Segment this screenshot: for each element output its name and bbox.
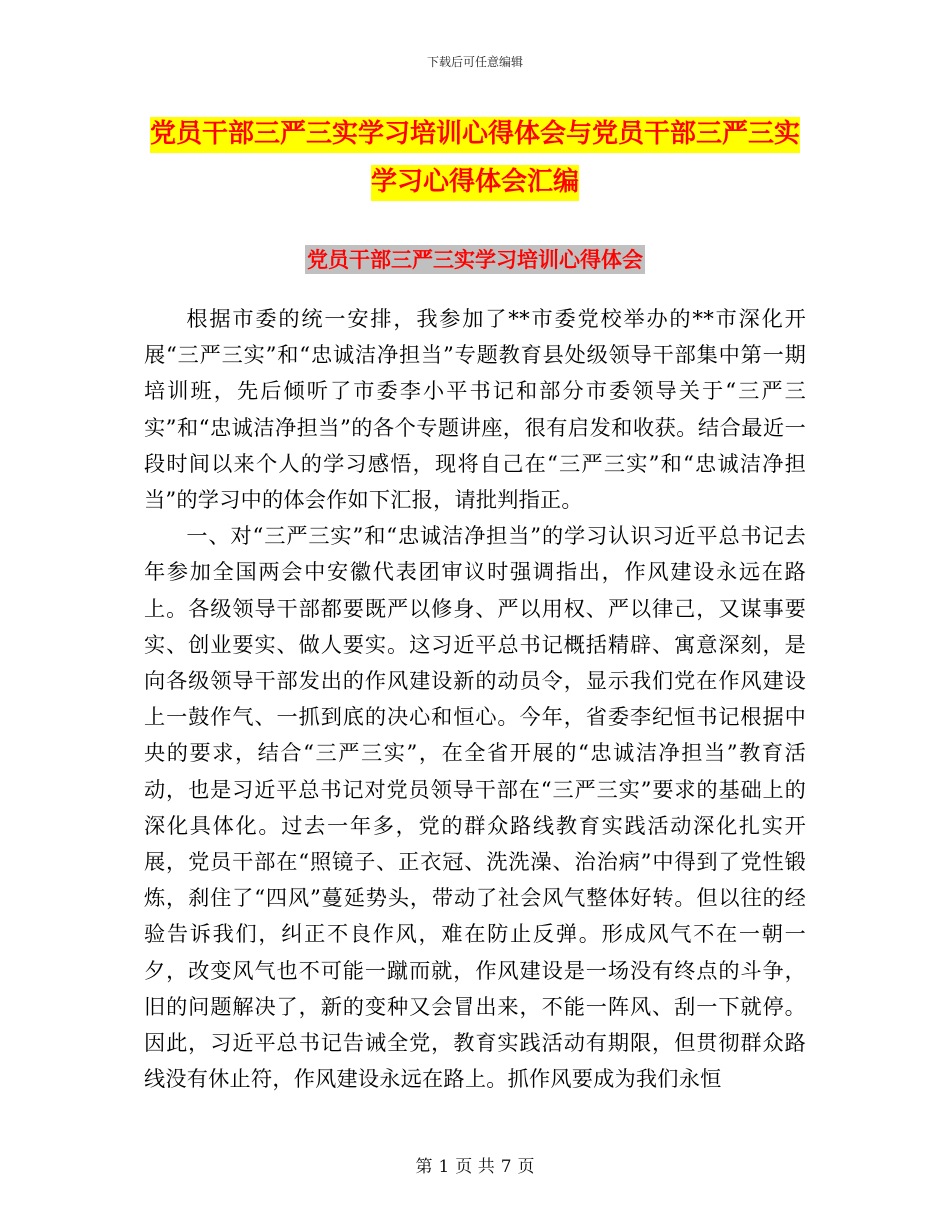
footer-page-current: 1 <box>438 1157 450 1177</box>
page-header-note: 下载后可任意编辑 <box>426 55 523 69</box>
section-title <box>0 244 950 276</box>
document-body <box>144 301 806 1097</box>
document-title-text: 党员干部三严三实学习培训心得体会与党员干部三严三实学习心得体会汇编 <box>150 117 800 201</box>
footer-mid: 页 共 <box>455 1157 495 1177</box>
section-title-text: 党员干部三严三实学习培训心得体会 <box>307 247 643 272</box>
footer-prefix: 第 <box>415 1157 433 1177</box>
page-footer <box>0 1156 950 1178</box>
document-title <box>150 110 800 206</box>
paragraph-1: 根据市委的统一安排，我参加了**市委党校举办的**市深化开展“三严三实”和“忠诚洁净担当”专题教育县处级领导干部集中第一期培训班，先后倾听了市委李小平书记和部分市委领导关于“三严三实”和“忠诚洁净担当”的各个专题讲座，很有启发和收获。结合最近一段时间以来个人的学习感悟，现将自己在“三严三实”和“忠诚洁净担当”的学习中的体会作如下汇报，请批判指正。 <box>144 306 806 513</box>
footer-page-total: 7 <box>500 1157 512 1177</box>
footer-suffix: 页 <box>517 1157 535 1177</box>
paragraph-2: 一、对“三严三实”和“忠诚洁净担当”的学习认识习近平总书记去年参加全国两会中安徽代表团审议时强调指出，作风建设永远在路上。各级领导干部都要既严以修身、严以用权、严以律己，又谋事要实、创业要实、做人要实。这习近平总书记概括精辟、寓意深刻，是向各级领导干部发出的作风建设新的动员令，显示我们党在作风建设上一鼓作气、一抓到底的决心和恒心。今年，省委李纪恒书记根据中央的要求，结合“三严三实”，在全省开展的“忠诚洁净担当”教育活动，也是习近平总书记对党员领导干部在“三严三实”要求的基础上的深化具体化。过去一年多，党的群众路线教育实践活动深化扎实开展，党员干部在“照镜子、正衣冠、洗洗澡、治治病”中得到了党性锻炼，刹住了“四风”蔓延势头，带动了社会风气整体好转。但以往的经验告诉我们，纠正不良作风，难在防止反弹。形成风气不在一朝一夕，改变风气也不可能一蹴而就，作风建设是一场没有终点的斗争，旧的问题解决了，新的变种又会冒出来，不能一阵风、刮一下就停。因此，习近平总书记告诫全党，教育实践活动有期限，但贯彻群众路线没有休止符，作风建设永远在路上。抓作风要成为我们永恒 <box>144 523 806 1092</box>
